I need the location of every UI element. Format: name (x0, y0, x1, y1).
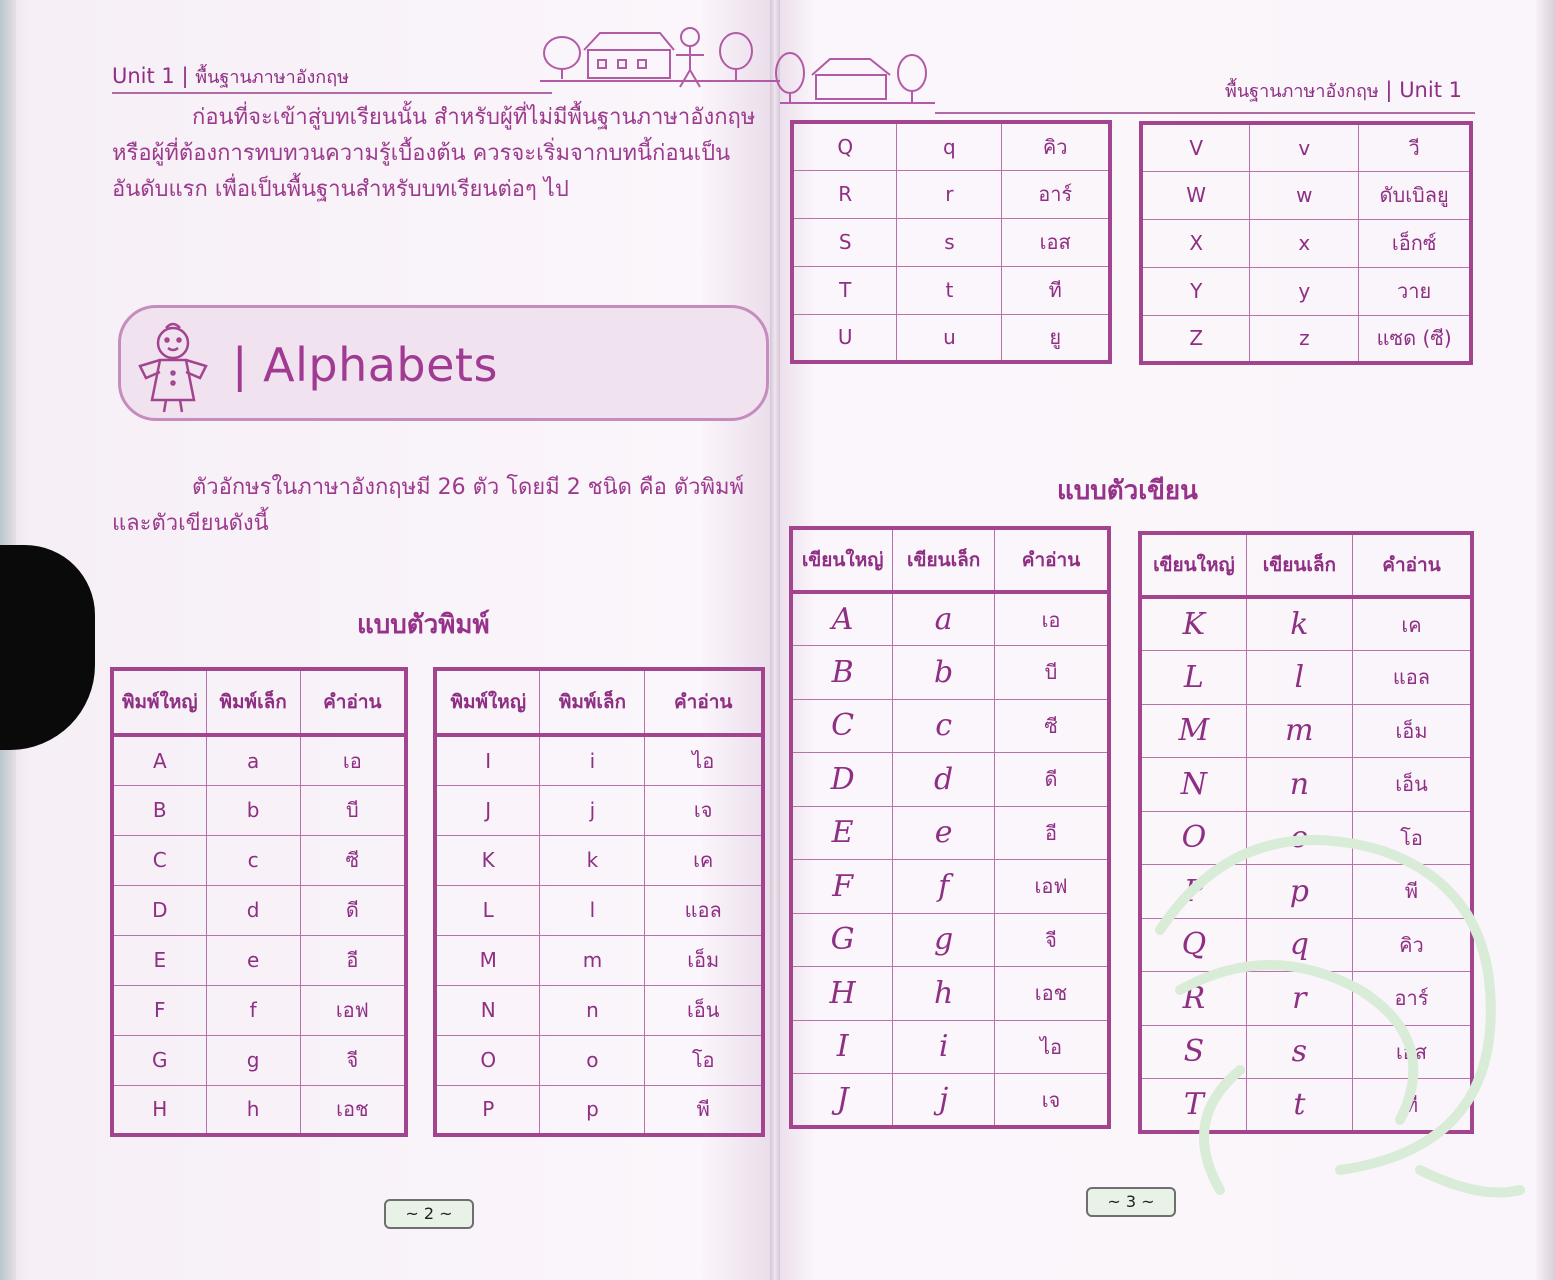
reading-cell: บี (995, 646, 1110, 700)
reading-cell: จี (995, 913, 1110, 967)
uppercase-cell: T (1140, 1079, 1246, 1133)
lowercase-cell: i (540, 735, 645, 785)
lowercase-cell: a (893, 592, 995, 646)
lowercase-cell: g (893, 913, 995, 967)
table-row (112, 1035, 406, 1085)
uppercase-cell: O (435, 1035, 540, 1085)
lowercase-cell: s (1246, 1025, 1352, 1079)
page-number-left: ~ 2 ~ (384, 1199, 474, 1229)
reading-cell: ที (1002, 266, 1110, 314)
reading-cell: เอส (1002, 218, 1110, 266)
uppercase-cell: H (112, 1085, 206, 1135)
uppercase-cell: D (791, 753, 893, 807)
table-row (792, 218, 1110, 266)
table-row (112, 785, 406, 835)
table-row (791, 646, 1109, 700)
uppercase-cell: G (791, 913, 893, 967)
uppercase-cell: Q (1140, 918, 1246, 972)
table-row (1141, 267, 1471, 315)
table-row (791, 806, 1109, 860)
right-header-rule (935, 112, 1475, 114)
reading-cell: เค (1352, 597, 1472, 651)
alphabets-title: | Alphabets (232, 338, 498, 392)
lowercase-cell: t (897, 266, 1002, 314)
table-row (792, 314, 1110, 362)
uppercase-cell: O (1140, 811, 1246, 865)
uppercase-cell: N (435, 985, 540, 1035)
left-header-title: พื้นฐานภาษาอังกฤษ (195, 67, 349, 88)
lowercase-cell: m (540, 935, 645, 985)
uppercase-cell: K (1140, 597, 1246, 651)
uppercase-cell: P (1140, 865, 1246, 919)
reading-cell: คิว (1352, 918, 1472, 972)
lowercase-cell: b (206, 785, 300, 835)
uppercase-cell: R (792, 170, 897, 218)
reading-cell: แซด (ซี) (1359, 315, 1471, 363)
reading-cell: อาร์ (1352, 972, 1472, 1026)
lowercase-cell: l (540, 885, 645, 935)
header-divider: | (1385, 78, 1400, 102)
reading-cell: อาร์ (1002, 170, 1110, 218)
column-header: คำอ่าน (995, 528, 1110, 592)
reading-cell: ดี (300, 885, 406, 935)
reading-cell: คิว (1002, 122, 1110, 170)
lowercase-cell: n (540, 985, 645, 1035)
column-header: พิมพ์ใหญ่ (435, 669, 540, 735)
lowercase-cell: a (206, 735, 300, 785)
table-row (791, 592, 1109, 646)
uppercase-cell: B (112, 785, 206, 835)
lowercase-cell: m (1246, 704, 1352, 758)
lowercase-cell: x (1250, 219, 1359, 267)
cursive-section-title: แบบตัวเขียน (1057, 476, 1198, 506)
uppercase-cell: D (112, 885, 206, 935)
page-number-right: ~ 3 ~ (1086, 1187, 1176, 1217)
lowercase-cell: e (893, 806, 995, 860)
column-header: พิมพ์ใหญ่ (112, 669, 206, 735)
uppercase-cell: C (112, 835, 206, 885)
reading-cell: พี (1352, 865, 1472, 919)
header-illustration (540, 15, 940, 105)
uppercase-cell: S (1140, 1025, 1246, 1079)
header-divider: | (181, 64, 196, 88)
table-row (792, 170, 1110, 218)
uppercase-cell: E (112, 935, 206, 985)
uppercase-cell: J (791, 1074, 893, 1128)
lowercase-cell: v (1250, 123, 1359, 171)
table-row (791, 860, 1109, 914)
description-line-1: ตัวอักษรในภาษาอังกฤษมี 26 ตัว โดยมี 2 ชนิด คือ ตัวพิมพ์ (192, 475, 744, 500)
uppercase-cell: I (791, 1020, 893, 1074)
uppercase-cell: A (112, 735, 206, 785)
lowercase-cell: t (1246, 1079, 1352, 1133)
lowercase-cell: j (893, 1074, 995, 1128)
lowercase-cell: r (897, 170, 1002, 218)
reading-cell: เอ็ม (645, 935, 763, 985)
description-paragraph (112, 470, 772, 542)
intro-line-1: ก่อนที่จะเข้าสู่บทเรียนนั้น สำหรับผู้ที่ไม่มีพื้นฐานภาษาอังกฤษ (192, 105, 756, 130)
left-header (112, 62, 349, 91)
uppercase-cell: T (792, 266, 897, 314)
right-header-title: พื้นฐานภาษาอังกฤษ (1225, 81, 1379, 102)
reading-cell: เอส (1352, 1025, 1472, 1079)
uppercase-cell: K (435, 835, 540, 885)
column-header: เขียนเล็ก (893, 528, 995, 592)
reading-cell: ไอ (645, 735, 763, 785)
lowercase-cell: f (893, 860, 995, 914)
column-header: คำอ่าน (300, 669, 406, 735)
reading-cell: เจ (995, 1074, 1110, 1128)
table-row (791, 967, 1109, 1021)
table-row (791, 1074, 1109, 1128)
uppercase-cell: U (792, 314, 897, 362)
reading-cell: จี (300, 1035, 406, 1085)
table-row (1140, 597, 1472, 651)
lowercase-cell: u (897, 314, 1002, 362)
lowercase-cell: f (206, 985, 300, 1035)
uppercase-cell: S (792, 218, 897, 266)
table-row (435, 985, 763, 1035)
lowercase-cell: k (540, 835, 645, 885)
table-row (435, 835, 763, 885)
uppercase-cell: G (112, 1035, 206, 1085)
reading-cell: เอฟ (995, 860, 1110, 914)
reading-cell: ดับเบิลยู (1359, 171, 1471, 219)
table-row (1141, 171, 1471, 219)
reading-cell: เอ็น (1352, 758, 1472, 812)
reading-cell: โอ (645, 1035, 763, 1085)
uppercase-cell: I (435, 735, 540, 785)
table-row (792, 266, 1110, 314)
reading-cell: วาย (1359, 267, 1471, 315)
lowercase-cell: d (206, 885, 300, 935)
cursive-table-a-j (789, 526, 1111, 1129)
uppercase-cell: V (1141, 123, 1250, 171)
reading-cell: โอ (1352, 811, 1472, 865)
table-row (112, 735, 406, 785)
reading-cell: เอ็ม (1352, 704, 1472, 758)
column-header: คำอ่าน (1352, 533, 1472, 597)
table-row (112, 835, 406, 885)
lowercase-cell: i (893, 1020, 995, 1074)
print-table-a-h (110, 667, 408, 1137)
table-row (112, 935, 406, 985)
uppercase-cell: A (791, 592, 893, 646)
reading-cell: เค (645, 835, 763, 885)
uppercase-cell: F (791, 860, 893, 914)
table-row (792, 122, 1110, 170)
uppercase-cell: M (435, 935, 540, 985)
lowercase-cell: n (1246, 758, 1352, 812)
table-row (791, 1020, 1109, 1074)
reading-cell: บี (300, 785, 406, 835)
lowercase-cell: q (897, 122, 1002, 170)
uppercase-cell: N (1140, 758, 1246, 812)
table-row (1140, 651, 1472, 705)
print-table-v-z (1139, 121, 1473, 365)
lowercase-cell: b (893, 646, 995, 700)
lowercase-cell: c (893, 699, 995, 753)
table-row (1141, 315, 1471, 363)
uppercase-cell: F (112, 985, 206, 1035)
uppercase-cell: M (1140, 704, 1246, 758)
watermark-logo (1120, 790, 1550, 1220)
column-header: เขียนใหญ่ (791, 528, 893, 592)
reading-cell: ซี (995, 699, 1110, 753)
lowercase-cell: s (897, 218, 1002, 266)
lowercase-cell: h (893, 967, 995, 1021)
uppercase-cell: P (435, 1085, 540, 1135)
reading-cell: เอ็น (645, 985, 763, 1035)
left-header-rule (112, 92, 552, 94)
lowercase-cell: c (206, 835, 300, 885)
column-header: พิมพ์เล็ก (206, 669, 300, 735)
reading-cell: ดี (995, 753, 1110, 807)
reading-cell: ยู (1002, 314, 1110, 362)
uppercase-cell: Y (1141, 267, 1250, 315)
reading-cell: อี (995, 806, 1110, 860)
lowercase-cell: o (540, 1035, 645, 1085)
lowercase-cell: z (1250, 315, 1359, 363)
lowercase-cell: r (1246, 972, 1352, 1026)
reading-cell: เอช (300, 1085, 406, 1135)
lowercase-cell: y (1250, 267, 1359, 315)
lowercase-cell: g (206, 1035, 300, 1085)
uppercase-cell: L (435, 885, 540, 935)
table-row (435, 885, 763, 935)
right-header (1225, 76, 1462, 105)
uppercase-cell: W (1141, 171, 1250, 219)
table-row (1141, 219, 1471, 267)
right-header-unit: Unit 1 (1399, 78, 1462, 102)
table-row (435, 735, 763, 785)
uppercase-cell: B (791, 646, 893, 700)
reading-cell: อี (300, 935, 406, 985)
lowercase-cell: p (1246, 865, 1352, 919)
column-header: คำอ่าน (645, 669, 763, 735)
table-row (112, 985, 406, 1035)
uppercase-cell: Z (1141, 315, 1250, 363)
table-row (791, 699, 1109, 753)
table-row (1140, 704, 1472, 758)
lowercase-cell: p (540, 1085, 645, 1135)
uppercase-cell: E (791, 806, 893, 860)
table-row (112, 885, 406, 935)
uppercase-cell: X (1141, 219, 1250, 267)
table-row (435, 1085, 763, 1135)
table-row (435, 785, 763, 835)
print-table-i-p (433, 667, 765, 1137)
reading-cell: แอล (645, 885, 763, 935)
intro-line-2: หรือผู้ที่ต้องการทบทวนความรู้เบื้องต้น ควรจะเริ่มจากบทนี้ก่อนเป็น (112, 141, 731, 166)
lowercase-cell: h (206, 1085, 300, 1135)
reading-cell: ซี (300, 835, 406, 885)
reading-cell: เจ (645, 785, 763, 835)
lowercase-cell: o (1246, 811, 1352, 865)
left-header-unit: Unit 1 (112, 64, 175, 88)
lowercase-cell: j (540, 785, 645, 835)
reading-cell: เอฟ (300, 985, 406, 1035)
reading-cell: ไอ (995, 1020, 1110, 1074)
print-section-title: แบบตัวพิมพ์ (357, 610, 490, 640)
description-line-2: และตัวเขียนดังนี้ (112, 511, 269, 536)
lowercase-cell: q (1246, 918, 1352, 972)
table-row (435, 1035, 763, 1085)
uppercase-cell: H (791, 967, 893, 1021)
reading-cell: เอช (995, 967, 1110, 1021)
uppercase-cell: R (1140, 972, 1246, 1026)
uppercase-cell: J (435, 785, 540, 835)
reading-cell: ที (1352, 1079, 1472, 1133)
table-row (112, 1085, 406, 1135)
lowercase-cell: w (1250, 171, 1359, 219)
lowercase-cell: l (1246, 651, 1352, 705)
reading-cell: แอล (1352, 651, 1472, 705)
reading-cell: เอ (995, 592, 1110, 646)
print-table-q-u (790, 120, 1112, 364)
table-row (435, 935, 763, 985)
reading-cell: เอ็กซ์ (1359, 219, 1471, 267)
doll-icon (138, 318, 208, 416)
uppercase-cell: Q (792, 122, 897, 170)
lowercase-cell: e (206, 935, 300, 985)
uppercase-cell: C (791, 699, 893, 753)
column-header: พิมพ์เล็ก (540, 669, 645, 735)
intro-paragraph (112, 100, 772, 208)
lowercase-cell: d (893, 753, 995, 807)
intro-line-3: อันดับแรก เพื่อเป็นพื้นฐานสำหรับบทเรียนต่อๆ ไป (112, 177, 569, 202)
table-row (791, 913, 1109, 967)
reading-cell: วี (1359, 123, 1471, 171)
uppercase-cell: L (1140, 651, 1246, 705)
table-row (791, 753, 1109, 807)
reading-cell: พี (645, 1085, 763, 1135)
column-header: เขียนใหญ่ (1140, 533, 1246, 597)
lowercase-cell: k (1246, 597, 1352, 651)
column-header: เขียนเล็ก (1246, 533, 1352, 597)
table-row (1141, 123, 1471, 171)
reading-cell: เอ (300, 735, 406, 785)
